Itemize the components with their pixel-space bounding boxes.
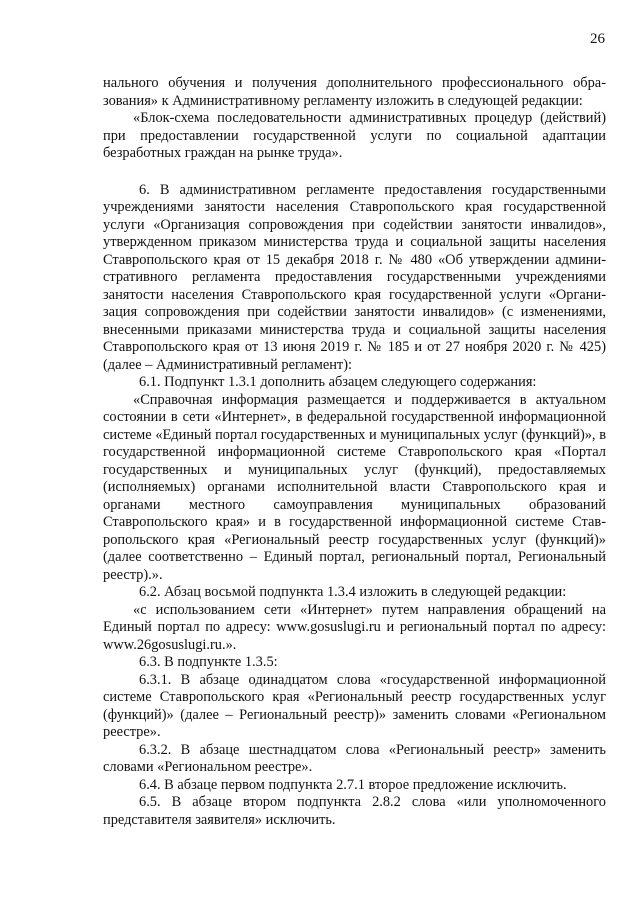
paragraph: 6.3. В подпункте 1.3.5: xyxy=(139,654,278,670)
paragraph: 6.5. В абзаце втором подпункта 2.8.2 слова «или уполномоченного представителя заявителя» исключить. xyxy=(103,794,606,828)
paragraph: 6.3.1. В абзаце одинадцатом слова «государственной информационной системе Ставропольского края «Региональный реестр государственных услуг (функций)» (далее – Региональный реестр)» заменить словами «Региональном реестре». xyxy=(103,671,606,740)
paragraph: 6. В административном регламенте предоставления государственными учреждениями занятости населения Ставропольского края государственной услуги «Организация сопровождения при содействии занятости инвалидов», утвержденном приказом министерства труда и социальной защиты населения Ставропольского края от 15 декабря 2018 г. № 480 «Об утверждении административного регламента предоставления государственными учреждениями занятости населения Ставропольского края государственной услуги «Организация сопровождения при содействии занятости инвалидов» (с изменениями, внесенными приказами министерства труда и социальной защиты населения Ставропольского края от 13 июня 2019 г. № 185 и от 27 ноября 2020 г. № 425) (далее – Административный регламент): xyxy=(103,181,606,373)
paragraph: 6.2. Абзац восьмой подпункта 1.3.4 изложить в следующей редакции: xyxy=(139,584,567,600)
paragraph: 6.1. Подпункт 1.3.1 дополнить абзацем следующего содержания: xyxy=(139,374,537,390)
paragraph: нального обучения и получения дополнительного профессионального образования» к Административному регламенту изложить в следующей редакции: xyxy=(103,75,606,109)
paragraph: 6.4. В абзаце первом подпункта 2.7.1 второе предложение исключить. xyxy=(139,776,567,793)
page-number: 26 xyxy=(590,31,605,47)
paragraph: 6.3.2. В абзаце шестнадцатом слова «Региональный реестр» заменить словами «Региональном реестре». xyxy=(103,741,606,775)
paragraph: «Блок-схема последовательности административных процедур (действий) при предоставлении государственной услуги по социальной адаптации безработных граждан на рынке труда». xyxy=(103,110,606,161)
document-body xyxy=(103,75,606,829)
paragraph: «с использованием сети «Интернет» путем направления обращений на Единый портал по адресу: www.gosuslugi.ru и региональный портал по адресу: www.26gosuslugi.ru.». xyxy=(103,601,606,653)
paragraph: «Справочная информация размещается и поддерживается в актуальном состоянии в сети «Интернет», в федеральной государственной информационной системе «Единый портал государственных и муниципальных услуг (функций)», в государственной информационной системе Ставропольского края «Портал государственных и муниципальных услуг (функций), предоставляемых (исполняемых) органами исполнительной власти Ставропольского края и органами местного самоуправления муниципальных образований Ставропольского края» и в государственной информационной системе Ставропольского края «Региональный реестр государственных услуг (функций)» (далее соответственно – Единый портал, региональный портал, Региональный реестр).». xyxy=(103,391,606,583)
